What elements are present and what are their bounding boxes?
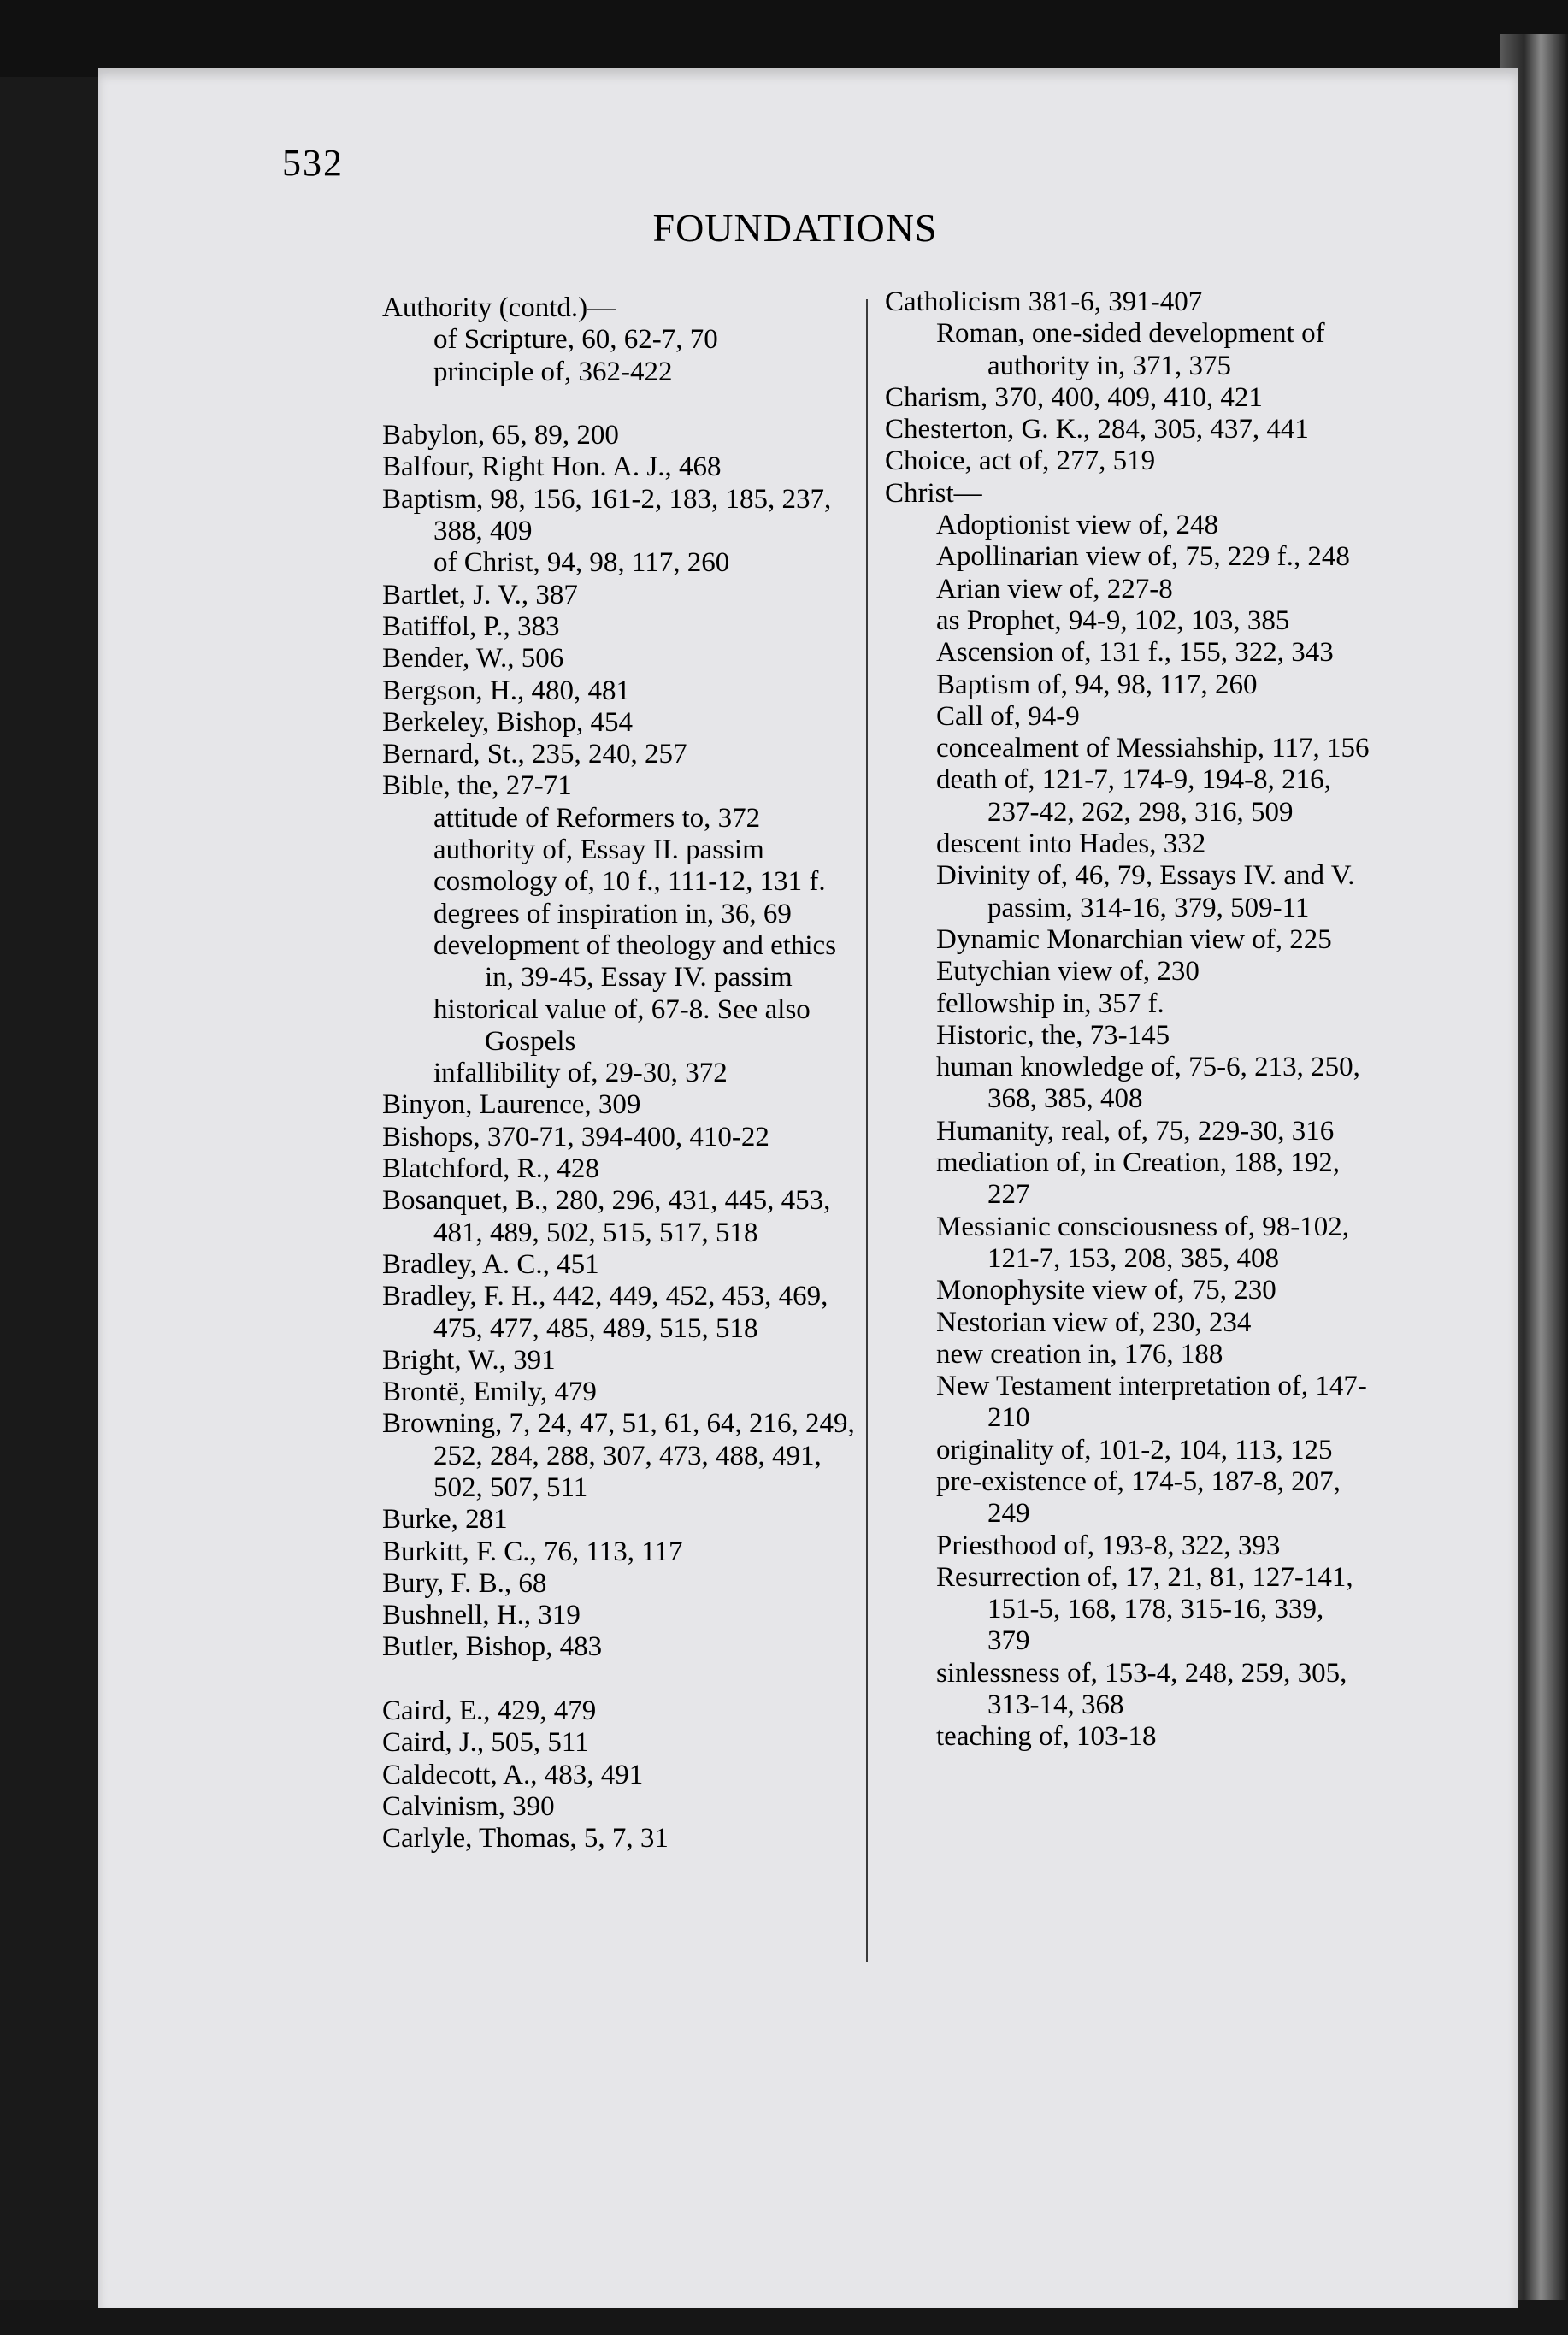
- index-entry: Christ—: [885, 477, 982, 509]
- index-entry: Catholicism 381-6, 391-407: [885, 286, 1203, 317]
- index-entry: Bosanquet, B., 280, 296, 431, 445, 453, 481, 489, 502, 515, 517, 518: [382, 1185, 838, 1248]
- index-entry: Bradley, A. C., 451: [382, 1248, 599, 1280]
- index-subentry: Priesthood of, 193-8, 322, 393: [936, 1530, 1281, 1561]
- index-entry: Chesterton, G. K., 284, 305, 437, 441: [885, 414, 1309, 445]
- index-subentry: authority of, Essay II. passim: [433, 834, 764, 866]
- index-subentry: infallibility of, 29-30, 372: [433, 1058, 728, 1089]
- index-entry: Calvinism, 390: [382, 1790, 555, 1822]
- index-subentry: attitude of Reformers to, 372: [433, 802, 761, 834]
- index-subentry: Historic, the, 73-145: [936, 1019, 1170, 1051]
- index-entry: Charism, 370, 400, 409, 410, 421: [885, 381, 1263, 413]
- index-entry: Bright, W., 391: [382, 1344, 556, 1376]
- index-subentry: Ascension of, 131 f., 155, 322, 343: [936, 637, 1334, 669]
- scan-top-border: [0, 0, 1568, 77]
- index-entry: Burkitt, F. C., 76, 113, 117: [382, 1536, 683, 1567]
- index-subentry: development of theology and ethics in, 39-45, Essay IV. passim: [433, 929, 844, 994]
- index-entry: Babylon, 65, 89, 200: [382, 420, 619, 451]
- page-number: 532: [282, 142, 344, 184]
- index-subentry: sinlessness of, 153-4, 248, 259, 305, 313-14, 368: [936, 1657, 1354, 1721]
- index-entry: Bender, W., 506: [382, 643, 564, 675]
- index-column-right: [885, 286, 1372, 1754]
- index-entry: Bergson, H., 480, 481: [382, 675, 630, 706]
- index-subentry: principle of, 362-422: [433, 356, 673, 387]
- index-subentry: teaching of, 103-18: [936, 1721, 1157, 1753]
- index-subentry: human knowledge of, 75-6, 213, 250, 368, 385, 408: [936, 1052, 1368, 1115]
- index-entry: Blatchford, R., 428: [382, 1153, 599, 1185]
- index-entry: Berkeley, Bishop, 454: [382, 706, 633, 738]
- index-entry: Caird, J., 505, 511: [382, 1727, 589, 1759]
- index-entry: Bishops, 370-71, 394-400, 410-22: [382, 1121, 769, 1153]
- index-entry: Burke, 281: [382, 1504, 508, 1536]
- index-subentry: New Testament interpretation of, 147-210: [936, 1371, 1367, 1434]
- index-subentry: Dynamic Monarchian view of, 225: [936, 923, 1332, 955]
- index-subentry: descent into Hades, 332: [936, 828, 1206, 860]
- index-subentry: cosmology of, 10 f., 111-12, 131 f.: [433, 866, 826, 898]
- index-subentry: Humanity, real, of, 75, 229-30, 316: [936, 1115, 1335, 1147]
- index-entry: Binyon, Laurence, 309: [382, 1089, 641, 1121]
- index-subentry: Divinity of, 46, 79, Essays IV. and V. passim, 314-16, 379, 509-11: [936, 860, 1362, 923]
- index-subentry: death of, 121-7, 174-9, 194-8, 216, 237-42, 262, 298, 316, 509: [936, 764, 1339, 828]
- index-entry: Carlyle, Thomas, 5, 7, 31: [382, 1823, 669, 1854]
- index-subentry: concealment of Messiahship, 117, 156: [936, 733, 1370, 764]
- index-entry: Bernard, St., 235, 240, 257: [382, 739, 687, 770]
- index-subentry: Baptism of, 94, 98, 117, 260: [936, 669, 1258, 700]
- index-subentry: Nestorian view of, 230, 234: [936, 1306, 1252, 1338]
- index-entry: Bartlet, J. V., 387: [382, 579, 578, 610]
- index-entry: Baptism, 98, 156, 161-2, 183, 185, 237, 388, 409: [382, 483, 839, 547]
- index-subentry: historical value of, 67-8. See also Gospels: [433, 994, 818, 1057]
- column-divider: [866, 299, 868, 1962]
- index-column-left: [382, 292, 861, 1855]
- index-entry: Caldecott, A., 483, 491: [382, 1759, 644, 1790]
- index-entry: Bury, F. B., 68: [382, 1567, 547, 1599]
- index-subentry: Apollinarian view of, 75, 229 f., 248: [936, 541, 1350, 573]
- index-subentry: Adoptionist view of, 248: [936, 510, 1218, 541]
- index-entry: Batiffol, P., 383: [382, 610, 560, 642]
- entry-gap: [382, 1664, 861, 1695]
- index-subentry: pre-existence of, 174-5, 187-8, 207, 249: [936, 1465, 1348, 1530]
- index-entry: Authority (contd.)—: [382, 292, 616, 323]
- index-subentry: Resurrection of, 17, 21, 81, 127-141, 151-5, 168, 178, 315-16, 339, 379: [936, 1561, 1360, 1657]
- index-entry: Butler, Bishop, 483: [382, 1631, 603, 1663]
- index-subentry: originality of, 101-2, 104, 113, 125: [936, 1434, 1333, 1465]
- index-subentry: new creation in, 176, 188: [936, 1338, 1223, 1370]
- running-head-title: FOUNDATIONS: [652, 206, 938, 250]
- index-entry: Bushnell, H., 319: [382, 1600, 581, 1631]
- index-subentry: mediation of, in Creation, 188, 192, 227: [936, 1147, 1347, 1211]
- index-entry: Brontë, Emily, 479: [382, 1377, 597, 1408]
- index-subentry: Messianic consciousness of, 98-102, 121-7, 153, 208, 385, 408: [936, 1211, 1357, 1274]
- index-entry: Bible, the, 27-71: [382, 770, 572, 802]
- index-entry: Browning, 7, 24, 47, 51, 61, 64, 216, 249, 252, 284, 288, 307, 473, 488, 491, 502, 507, 511: [382, 1408, 862, 1503]
- index-subentry: Monophysite view of, 75, 230: [936, 1275, 1276, 1306]
- index-subentry: Eutychian view of, 230: [936, 956, 1200, 988]
- index-subentry: as Prophet, 94-9, 102, 103, 385: [936, 604, 1290, 636]
- index-subentry: degrees of inspiration in, 36, 69: [433, 898, 792, 929]
- index-entry: Choice, act of, 277, 519: [885, 445, 1156, 477]
- index-subentry: Arian view of, 227-8: [936, 573, 1173, 604]
- index-subentry: of Christ, 94, 98, 117, 260: [433, 547, 730, 579]
- index-subentry: Roman, one-sided development of authority in, 371, 375: [936, 318, 1332, 381]
- index-entry: Bradley, F. H., 442, 449, 452, 453, 469, 475, 477, 485, 489, 515, 518: [382, 1281, 835, 1344]
- index-subentry: of Scripture, 60, 62-7, 70: [433, 324, 718, 356]
- index-entry: Caird, E., 429, 479: [382, 1695, 597, 1727]
- index-subentry: Call of, 94-9: [936, 700, 1080, 732]
- entry-gap: [382, 388, 861, 420]
- index-entry: Balfour, Right Hon. A. J., 468: [382, 451, 722, 483]
- index-subentry: fellowship in, 357 f.: [936, 988, 1164, 1019]
